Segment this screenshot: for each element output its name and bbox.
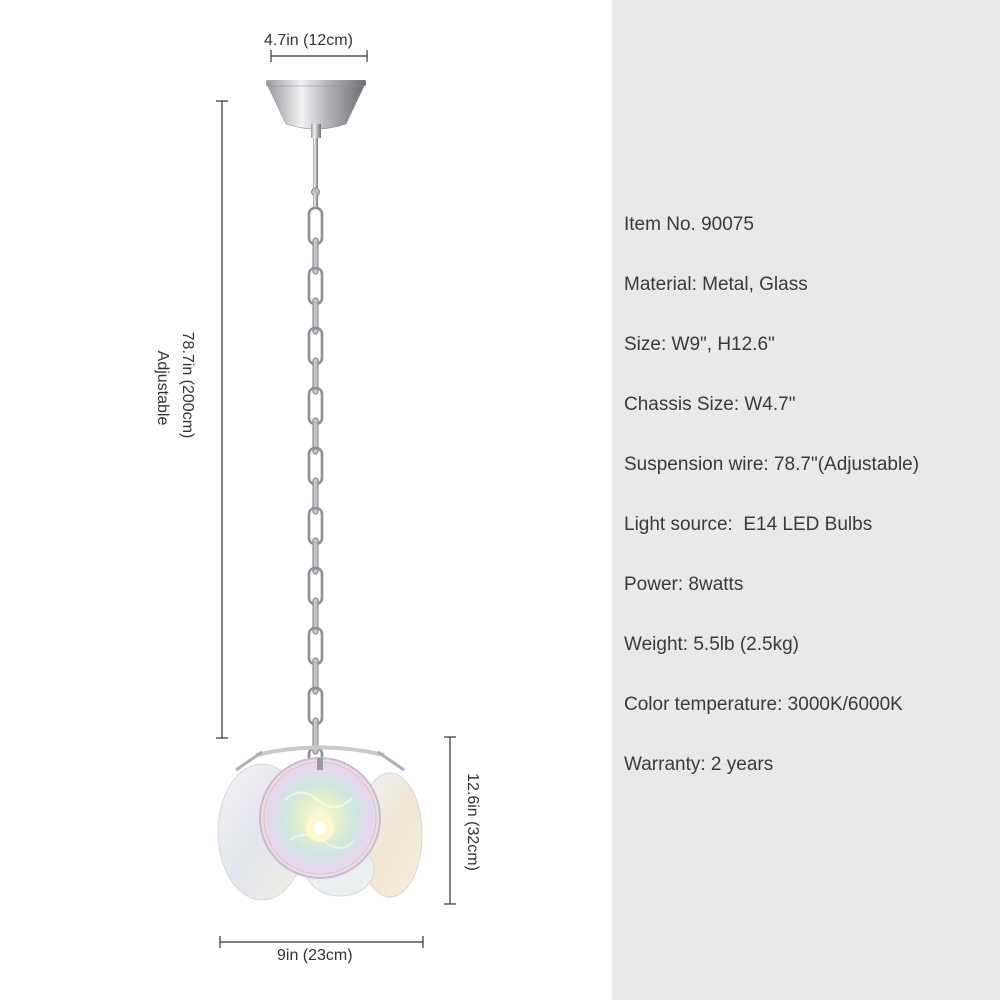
suspension-length-label: 78.7in (200cm) xyxy=(179,331,196,439)
spec-size: Size: W9", H12.6" xyxy=(624,334,775,355)
lamp-height-label: 12.6in (32cm) xyxy=(464,773,481,871)
spec-chassis-size: Chassis Size: W4.7" xyxy=(624,394,796,415)
spec-weight: Weight: 5.5lb (2.5kg) xyxy=(624,634,799,655)
spec-power: Power: 8watts xyxy=(624,574,744,595)
suspension-note-label: Adjustable xyxy=(154,350,171,426)
ceiling-canopy xyxy=(266,80,366,138)
suspension-length-dimension xyxy=(216,101,228,738)
spec-material: Material: Metal, Glass xyxy=(624,274,808,295)
spec-item-number: Item No. 90075 xyxy=(624,214,754,235)
spec-suspension-wire: Suspension wire: 78.7"(Adjustable) xyxy=(624,454,920,475)
spec-warranty: Warranty: 2 years xyxy=(624,754,774,775)
suspension-chain xyxy=(309,208,322,784)
spec-light-source: Light source: E14 LED Bulbs xyxy=(624,514,873,535)
chassis-width-label: 4.7in (12cm) xyxy=(264,32,353,49)
lamp-width-label: 9in (23cm) xyxy=(277,947,353,964)
chassis-width-dimension xyxy=(271,50,367,62)
suspension-rod xyxy=(312,138,320,208)
spec-color-temperature: Color temperature: 3000K/6000K xyxy=(624,694,903,715)
specifications-panel xyxy=(612,0,1000,1000)
glass-shade xyxy=(218,748,422,901)
lamp-height-dimension xyxy=(444,737,456,904)
